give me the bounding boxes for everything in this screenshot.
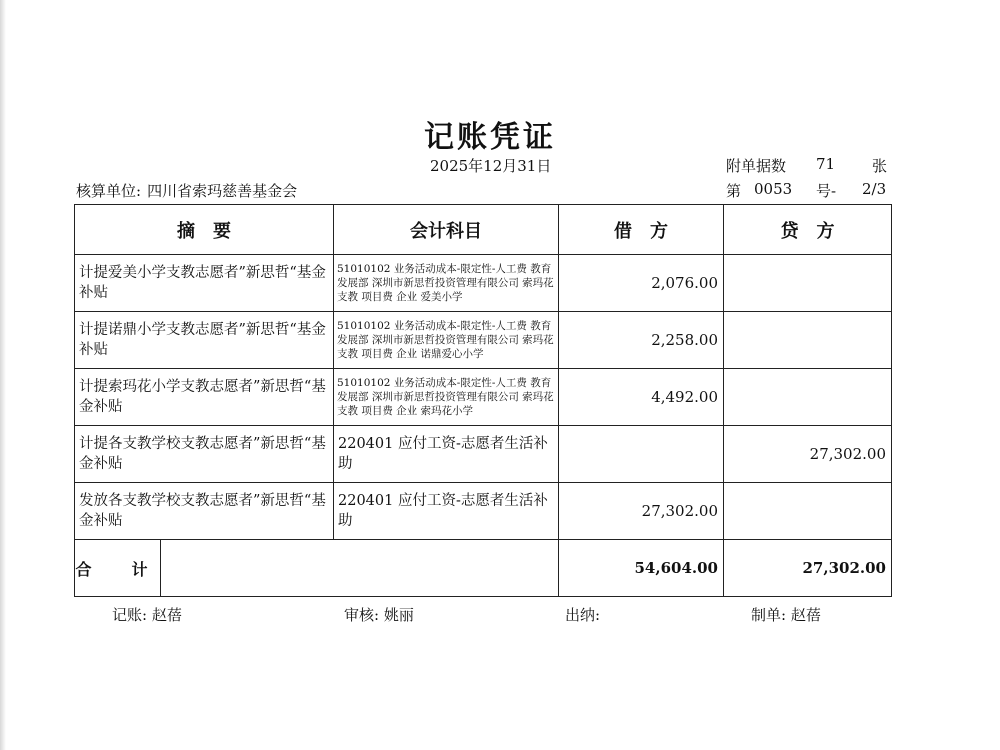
entry-account: 51010102 业务活动成本-限定性-人工费 教育发展部 深圳市新思哲投资管理有限公司 索玛花支教 项目费 企业 索玛花小学 [334, 369, 559, 426]
bookkeeper-signature [112, 604, 182, 625]
entry-summary: 计提爱美小学支教志愿者”新思哲“基金补贴 [75, 255, 334, 312]
preparer-label: 制单: [751, 606, 787, 624]
table-header-row [75, 205, 892, 255]
voucher-title: 记账凭证 [424, 120, 556, 155]
attachments-count [726, 155, 888, 176]
entry-credit [724, 369, 892, 426]
entry-credit [724, 312, 892, 369]
voucher-date: 2025年12月31日 [430, 157, 552, 175]
totals-blank-cell [161, 540, 559, 597]
entry-account: 220401 应付工资-志愿者生活补助 [334, 426, 559, 483]
entry-debit: 2,076.00 [559, 255, 724, 312]
entry-account: 51010102 业务活动成本-限定性-人工费 教育发展部 深圳市新思哲投资管理有限公司 索玛花支教 项目费 企业 诺鼎爱心小学 [334, 312, 559, 369]
voucher-page: 2/3 [862, 180, 887, 198]
accounting-unit-label: 核算单位: [76, 182, 142, 200]
table-row [75, 369, 892, 426]
column-header-debit: 借 方 [559, 205, 724, 255]
entry-account: 51010102 业务活动成本-限定性-人工费 教育发展部 深圳市新思哲投资管理有限公司 索玛花支教 项目费 企业 爱美小学 [334, 255, 559, 312]
entry-debit: 2,258.00 [559, 312, 724, 369]
column-header-account: 会计科目 [334, 205, 559, 255]
totals-label: 合 计 [75, 540, 161, 597]
entry-debit: 27,302.00 [559, 483, 724, 540]
table-row [75, 312, 892, 369]
entry-debit: 4,492.00 [559, 369, 724, 426]
table-row [75, 255, 892, 312]
preparer-name: 赵蓓 [790, 606, 821, 624]
accounting-unit-name: 四川省索玛慈善基金会 [147, 182, 298, 200]
bookkeeper-label: 记账: [112, 606, 148, 624]
table-row [75, 426, 892, 483]
cashier-signature [565, 604, 600, 625]
entry-summary: 发放各支教学校支教志愿者”新思哲“基金补贴 [75, 483, 334, 540]
entry-debit [559, 426, 724, 483]
voucher-number: 0053 [754, 180, 793, 198]
preparer-signature [751, 604, 821, 625]
entry-credit [724, 483, 892, 540]
reviewer-signature [344, 604, 414, 625]
entry-credit [724, 255, 892, 312]
reviewer-label: 审核: [344, 606, 380, 624]
attachments-unit: 张 [872, 157, 888, 175]
bookkeeper-name: 赵蓓 [151, 606, 182, 624]
table-row [75, 483, 892, 540]
totals-row [75, 540, 892, 597]
reviewer-name: 姚丽 [383, 606, 414, 624]
attachments-number: 71 [816, 155, 836, 173]
voucher-prefix: 第 [726, 182, 742, 200]
entry-summary: 计提诺鼎小学支教志愿者”新思哲“基金补贴 [75, 312, 334, 369]
voucher-suffix: 号- [816, 182, 837, 200]
entry-summary: 计提索玛花小学支教志愿者”新思哲“基金补贴 [75, 369, 334, 426]
attachments-label: 附单据数 [726, 157, 787, 175]
entry-summary: 计提各支教学校支教志愿者”新思哲“基金补贴 [75, 426, 334, 483]
entry-account: 220401 应付工资-志愿者生活补助 [334, 483, 559, 540]
accounting-unit [76, 180, 297, 201]
column-header-summary: 摘 要 [75, 205, 334, 255]
cashier-label: 出纳: [565, 606, 601, 624]
entry-credit: 27,302.00 [724, 426, 892, 483]
voucher-table [74, 204, 892, 597]
column-header-credit: 贷 方 [724, 205, 892, 255]
totals-debit: 54,604.00 [559, 540, 724, 597]
totals-credit: 27,302.00 [724, 540, 892, 597]
